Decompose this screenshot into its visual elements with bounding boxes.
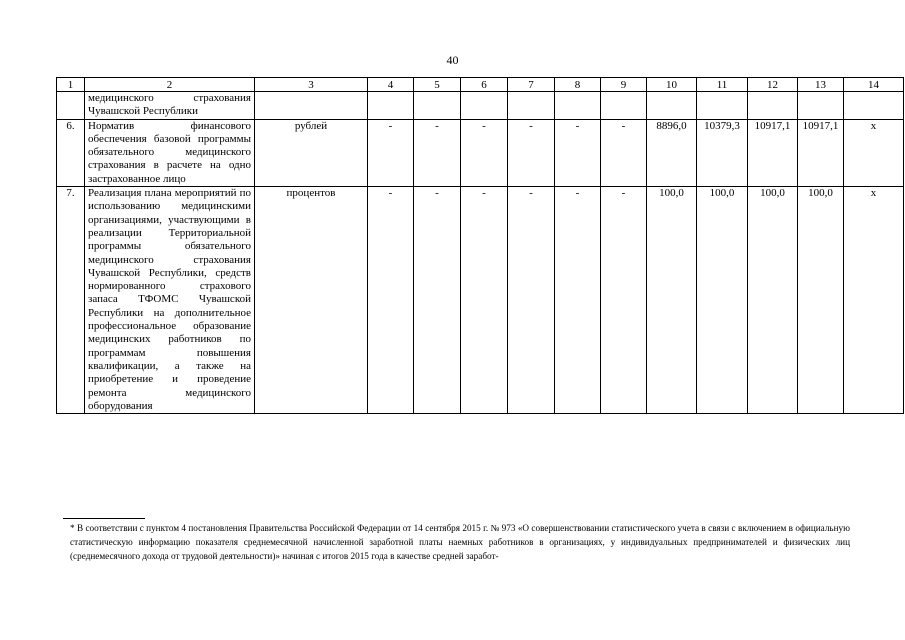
column-header: 2 [85,78,255,92]
value-cell [414,92,461,120]
column-header: 7 [508,78,555,92]
value-cell: x [844,119,904,186]
table-row [57,187,904,414]
value-cell [555,92,601,120]
column-number-row [57,78,904,92]
row-number-cell [57,92,85,120]
value-cell: 8896,0 [647,119,697,186]
value-cell [697,92,748,120]
value-cell: 100,0 [798,187,844,414]
value-cell: 100,0 [748,187,798,414]
value-cell [601,92,647,120]
table-row-continuation [57,92,904,120]
value-cell: - [461,119,508,186]
unit-cell [255,92,368,120]
value-cell: - [555,187,601,414]
value-cell: - [414,119,461,186]
column-header: 12 [748,78,798,92]
indicators-table [56,77,904,414]
value-cell [508,92,555,120]
value-cell: x [844,187,904,414]
unit-cell: рублей [255,119,368,186]
footnote-text: * В соответствии с пунктом 4 постановления Правительства Российской Федерации от 14 сентября 2015 г. № 973 «О совершенствовании статистического учета в связи с включением в официальную статистическую информацию показателя среднемесячной начисленной заработной платы наемных работников в организациях, у индивидуальных предпринимателей и физических лиц (среднемесячного дохода от трудовой деятельности)» начиная с итогов 2015 года в качестве средней заработ- [70,523,850,561]
value-cell [461,92,508,120]
value-cell: - [414,187,461,414]
value-cell: - [601,119,647,186]
column-header: 3 [255,78,368,92]
value-cell [844,92,904,120]
value-cell: 10917,1 [748,119,798,186]
value-cell: 100,0 [647,187,697,414]
value-cell: - [508,187,555,414]
footnote-divider [63,518,145,519]
value-cell: - [461,187,508,414]
value-cell [798,92,844,120]
row-number-cell: 6. [57,119,85,186]
column-header: 10 [647,78,697,92]
column-header: 6 [461,78,508,92]
value-cell [748,92,798,120]
row-number-cell: 7. [57,187,85,414]
value-cell: - [508,119,555,186]
value-cell: - [368,119,414,186]
column-header: 4 [368,78,414,92]
value-cell: 100,0 [697,187,748,414]
column-header: 5 [414,78,461,92]
column-header: 1 [57,78,85,92]
column-header: 14 [844,78,904,92]
value-cell [368,92,414,120]
table-row [57,119,904,186]
indicator-cell: медицинского страхования Чувашской Республики [85,92,255,120]
indicator-cell: Норматив финансового обеспечения базовой программы обязательного медицинского страхования в расчете на одно застрахованное лицо [85,119,255,186]
column-header: 13 [798,78,844,92]
value-cell: - [368,187,414,414]
column-header: 8 [555,78,601,92]
indicator-cell: Реализация плана мероприятий по использованию медицинскими организациями, участвующими в реализации Территориальной программы обязательного медицинского страхования Чувашской Республики, средств нормированного страхового запаса ТФОМС Чувашской Республики на дополнительное профессиональное образование медицинских работников по программам повышения квалификации, а также на приобретение и проведение ремонта медицинского оборудования [85,187,255,414]
unit-cell: процентов [255,187,368,414]
value-cell: 10917,1 [798,119,844,186]
page-number: 40 [446,53,459,67]
value-cell: - [601,187,647,414]
column-header: 9 [601,78,647,92]
value-cell: 10379,3 [697,119,748,186]
value-cell [647,92,697,120]
column-header: 11 [697,78,748,92]
value-cell: - [555,119,601,186]
